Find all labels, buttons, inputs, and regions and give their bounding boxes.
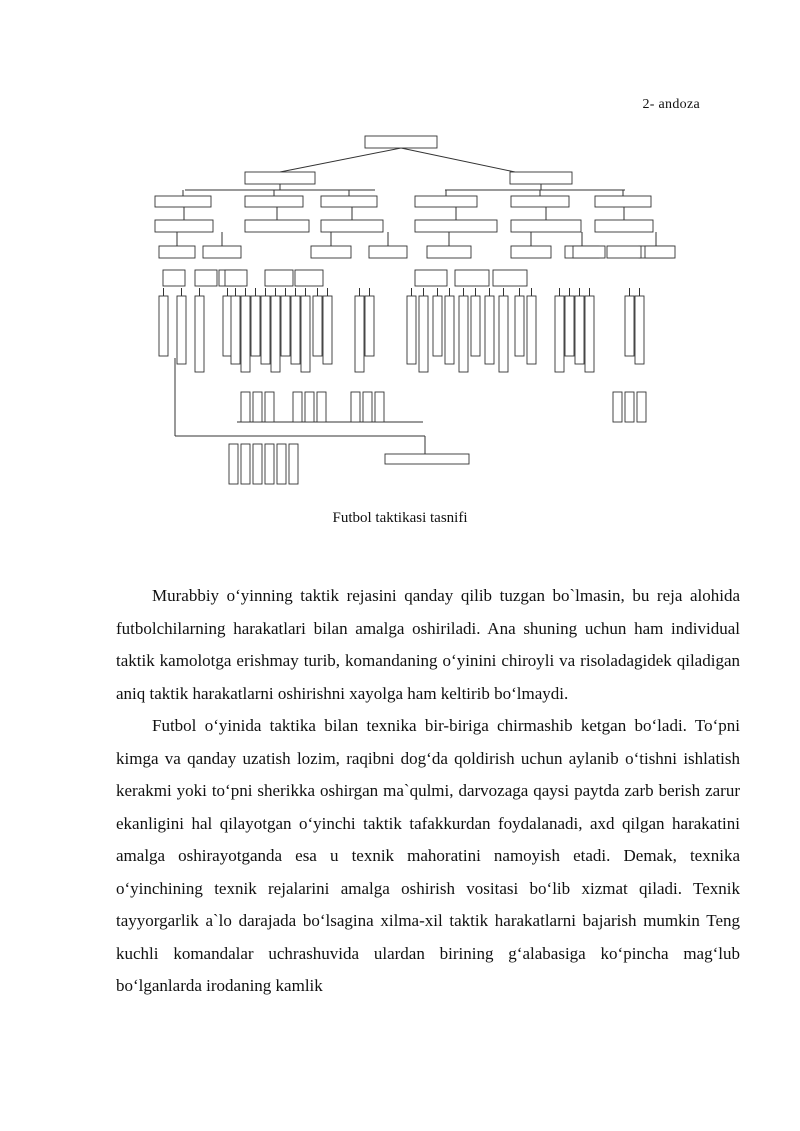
diagram-node-82	[253, 444, 262, 484]
diagram-node-10	[155, 220, 213, 232]
diagram-node-60	[515, 296, 524, 356]
diagram-node-35	[493, 270, 527, 286]
diagram-node-27	[163, 270, 185, 286]
diagram-node-40	[231, 296, 240, 364]
diagram-node-45	[281, 296, 290, 356]
diagram-node-41	[241, 296, 250, 372]
diagram-node-81	[241, 444, 250, 484]
diagram-node-16	[159, 246, 195, 258]
diagram-node-61	[527, 296, 536, 364]
diagram-node-73	[317, 392, 326, 422]
diagram-node-14	[511, 220, 581, 232]
diagram-node-6	[321, 196, 377, 207]
diagram-node-21	[511, 246, 551, 258]
diagram-node-66	[625, 296, 634, 356]
diagram-node-57	[471, 296, 480, 356]
diagram-node-36	[159, 296, 168, 356]
diagram-node-8	[511, 196, 569, 207]
diagram-svg	[145, 128, 685, 500]
diagram-node-70	[265, 392, 274, 422]
diagram-node-15	[595, 220, 653, 232]
diagram-node-44	[271, 296, 280, 372]
diagram-node-34	[455, 270, 489, 286]
diagram-node-63	[565, 296, 574, 356]
diagram-node-56	[459, 296, 468, 372]
diagram-node-75	[363, 392, 372, 422]
diagram-node-25	[607, 246, 641, 258]
diagram-node-18	[311, 246, 351, 258]
diagram-node-72	[305, 392, 314, 422]
diagram-node-84	[277, 444, 286, 484]
diagram-node-5	[245, 196, 303, 207]
diagram-node-69	[253, 392, 262, 422]
diagram-node-28	[195, 270, 217, 286]
diagram-node-42	[251, 296, 260, 356]
diagram-node-59	[499, 296, 508, 372]
diagram-node-51	[365, 296, 374, 356]
diagram-connector	[401, 148, 515, 172]
classification-diagram	[145, 128, 685, 500]
diagram-node-49	[323, 296, 332, 364]
diagram-connector	[280, 148, 401, 172]
diagram-node-26	[645, 246, 675, 258]
diagram-node-13	[415, 220, 497, 232]
diagram-node-48	[313, 296, 322, 356]
diagram-node-9	[595, 196, 651, 207]
diagram-node-7	[415, 196, 477, 207]
annex-label: 2- andoza	[642, 97, 700, 112]
paragraph-2: Futbol o‘yinida taktika bilan texnika bir-biriga chirmashib ketgan bo‘ladi. To‘pni kimga va qanday uzatish lozim, raqibni dog‘da qoldirish uchun aylanib o‘tishni ishlatish kerakmi yoki to‘pni sherikka oshirgan ma`qulmi, darvozaga qaysi paytda zarb berish zarur ekanligini hal qilayotgan o‘yinchi taktik tafakkurdan foydalanadi, axd qilgan harakatini amalga oshirayotganda esa u texnik mahoratini namoyish etadi. Demak, texnika o‘yinchining texnik rejalarini amalga oshirish vositasi bo‘lib xizmat qiladi. Texnik tayyorgarlik a`lo darajada bo‘lsagina xilma-xil taktik harakatlarni bajarish mumkin Teng kuchli komandalar uchrashuvida ulardan birining g‘alabasiga ko‘pincha mag‘lub bo‘lganlarda irodaning kamlik	[116, 716, 740, 995]
body-text	[116, 580, 740, 1003]
diagram-node-30	[225, 270, 247, 286]
diagram-node-64	[575, 296, 584, 364]
diagram-node-4	[155, 196, 211, 207]
diagram-node-77	[613, 392, 622, 422]
diagram-node-46	[291, 296, 300, 364]
diagram-node-74	[351, 392, 360, 422]
diagram-node-20	[427, 246, 471, 258]
diagram-node-3	[510, 172, 572, 184]
diagram-node-55	[445, 296, 454, 364]
diagram-node-86	[385, 454, 469, 464]
diagram-node-38	[195, 296, 204, 372]
diagram-node-24	[573, 246, 605, 258]
figure-caption: Futbol taktikasi tasnifi	[332, 510, 468, 526]
diagram-node-54	[433, 296, 442, 356]
diagram-node-62	[555, 296, 564, 372]
diagram-node-11	[245, 220, 309, 232]
diagram-node-2	[245, 172, 315, 184]
diagram-node-85	[289, 444, 298, 484]
diagram-node-79	[637, 392, 646, 422]
diagram-node-78	[625, 392, 634, 422]
diagram-node-53	[419, 296, 428, 372]
diagram-node-80	[229, 444, 238, 484]
diagram-node-33	[415, 270, 447, 286]
diagram-node-43	[261, 296, 270, 364]
diagram-node-65	[585, 296, 594, 372]
diagram-node-58	[485, 296, 494, 364]
diagram-node-67	[635, 296, 644, 364]
diagram-node-17	[203, 246, 241, 258]
diagram-node-47	[301, 296, 310, 372]
diagram-node-37	[177, 296, 186, 364]
diagram-node-68	[241, 392, 250, 422]
diagram-node-71	[293, 392, 302, 422]
diagram-node-32	[295, 270, 323, 286]
diagram-node-1	[365, 136, 437, 148]
paragraph-1: Murabbiy o‘yinning taktik rejasini qanday qilib tuzgan bo`lmasin, bu reja alohida futbolchilarning harakatlari bilan amalga oshiriladi. Ana shuning uchun ham individual taktik kamolotga erishmay turib, komandaning o‘yinini chiroyli va risoladagidek qiladigan aniq taktik harakatlarni oshirishni xayolga ham keltirib bo‘lmaydi.	[116, 586, 740, 703]
diagram-node-52	[407, 296, 416, 364]
diagram-node-76	[375, 392, 384, 422]
diagram-node-50	[355, 296, 364, 372]
diagram-node-83	[265, 444, 274, 484]
diagram-node-31	[265, 270, 293, 286]
diagram-node-12	[321, 220, 383, 232]
diagram-node-19	[369, 246, 407, 258]
